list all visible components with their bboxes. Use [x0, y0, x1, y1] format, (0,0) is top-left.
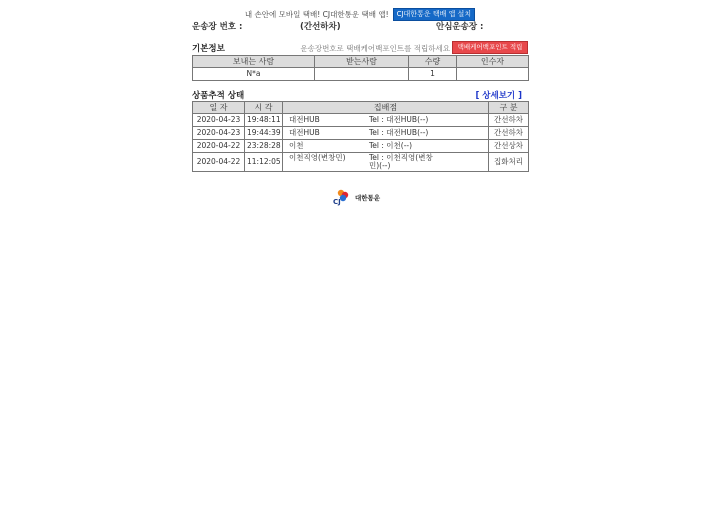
table-row	[193, 127, 529, 140]
sender-value: N*a	[193, 68, 315, 81]
row-time: 19:44:39	[245, 127, 283, 140]
safe-waybill-label: 안심운송장 :	[436, 22, 484, 32]
basic-info-note: 운송장번호로 택배케어백포인트를 적립하세요	[300, 44, 450, 53]
install-app-button[interactable]: CJ대한통운 택배 앱 설치	[393, 8, 476, 21]
banner-text: 내 손안에 모바일 택배! CJ대한통운 택배 앱!	[244, 9, 389, 19]
waybill-number-label: 운송장 번호 :	[192, 22, 243, 32]
branch-name: 대전HUB	[289, 115, 320, 124]
row-time: 11:12:05	[245, 153, 283, 172]
row-type: 간선하차	[489, 114, 529, 127]
table-row	[193, 114, 529, 127]
row-time: 23:28:28	[245, 140, 283, 153]
table-row	[193, 153, 529, 172]
row-branch	[283, 140, 489, 153]
basic-info-header-row	[193, 56, 529, 68]
branch-tel: Tel : 이천직영(변창민)(--)	[369, 153, 433, 170]
care-point-button[interactable]: 택배케어백포인트 적립	[452, 41, 528, 54]
branch-name: 이천직영(변창민)	[289, 153, 346, 162]
branch-tel: Tel : 대전HUB(--)	[369, 128, 429, 137]
branch-name: 대전HUB	[289, 128, 320, 137]
row-branch	[283, 114, 489, 127]
tracking-header	[192, 89, 528, 101]
row-date: 2020-04-22	[193, 140, 245, 153]
row-type: 간선하차	[489, 127, 529, 140]
basic-info-row	[193, 68, 529, 81]
header-type: 구 분	[489, 102, 529, 114]
table-row	[193, 140, 529, 153]
waybill-status-value: (간선하차)	[300, 22, 341, 32]
row-type: 간선상차	[489, 140, 529, 153]
header-branch: 집배점	[283, 102, 489, 114]
row-branch	[283, 153, 489, 172]
branch-tel: Tel : 이천(--)	[369, 141, 413, 150]
header-quantity: 수량	[409, 56, 457, 68]
row-date: 2020-04-23	[193, 114, 245, 127]
header-time: 시 각	[245, 102, 283, 114]
quantity-value: 1	[409, 68, 457, 81]
header-date: 일 자	[193, 102, 245, 114]
basic-info-header	[192, 42, 528, 54]
row-date: 2020-04-23	[193, 127, 245, 140]
cj-logo-letters: CJ	[333, 198, 341, 206]
row-branch	[283, 127, 489, 140]
tracking-header-row	[193, 102, 529, 114]
cj-logo-name: 대한통운	[355, 193, 381, 202]
row-time: 19:48:11	[245, 114, 283, 127]
tracking-title: 상품추적 상태	[192, 91, 245, 101]
row-date: 2020-04-22	[193, 153, 245, 172]
branch-name: 이천	[289, 141, 304, 150]
header-acceptor: 인수자	[457, 56, 529, 68]
waybill-info-row	[192, 20, 528, 32]
header-receiver: 받는사람	[315, 56, 409, 68]
basic-info-table	[192, 55, 529, 81]
basic-info-title: 기본정보	[192, 44, 225, 54]
cj-logo-mark	[333, 187, 353, 207]
app-promo-banner	[0, 8, 720, 20]
acceptor-value	[457, 68, 529, 81]
row-type: 집화처리	[489, 153, 529, 172]
receiver-value	[315, 68, 409, 81]
branch-tel: Tel : 대전HUB(--)	[369, 115, 429, 124]
header-sender: 보내는 사람	[193, 56, 315, 68]
cj-logo	[333, 186, 393, 208]
tracking-table	[192, 101, 529, 172]
detail-view-link[interactable]: [ 상세보기 ]	[475, 91, 522, 101]
